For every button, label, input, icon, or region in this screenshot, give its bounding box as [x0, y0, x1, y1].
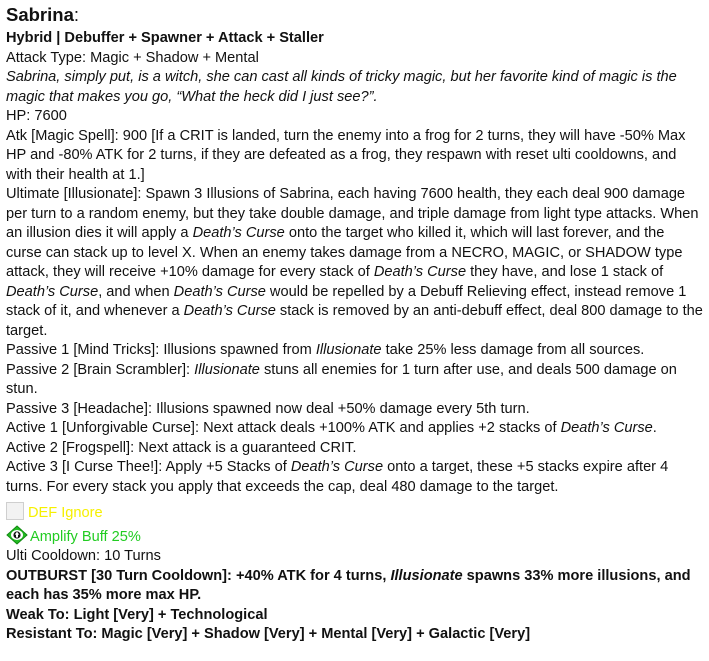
character-name-line [6, 3, 703, 27]
atk-stat: Atk [Magic Spell]: 900 [If a CRIT is landed, turn the enemy into a frog for 2 turns, they will have -50% Max HP and -80% ATK for 2 turns, if they are defeated as a frog, they respawn with reset ulti cooldowns, and with their health at 1.] [6, 127, 686, 183]
outburst-text: OUTBURST [30 Turn Cooldown]: +40% ATK for 4 turns, [6, 567, 391, 584]
ult-text-3: they have, and lose 1 stack of [466, 264, 664, 280]
curse-name: Death’s Curse [183, 303, 276, 319]
def-ignore-label: DEF Ignore [28, 504, 103, 521]
hp-stat: HP: 7600 [6, 108, 67, 124]
attack-type: Attack Type: Magic + Shadow + Mental [6, 49, 259, 66]
active-3-text: onto a target, these +5 stacks expire after 4 turns. For every stack you apply that exceeds the cap, deal 480 damage to the target. [6, 459, 669, 495]
active-3-text: Active 3 [I Curse Thee!]: Apply +5 Stacks of [6, 459, 291, 475]
passive-2-text: Passive 2 [Brain Scrambler]: [6, 361, 195, 378]
ult-text-4: , and when [98, 283, 174, 300]
amplify-buff-label: Amplify Buff 25% [30, 528, 141, 545]
active-1-text: Active 1 [Unforgivable Curse]: Next attack deals +100% ATK and applies +2 stacks of [6, 420, 561, 436]
curse-name: Death’s Curse [192, 225, 285, 241]
curse-name: Death’s Curse [290, 459, 384, 475]
passive-1-text: Passive 1 [Mind Tricks]: Illusions spawned from [6, 342, 316, 358]
ult-text-1: Ultimate [Illusionate]: Spawn 3 Illusions of Sabrina, each having 7600 health, they each deal 900 damage per turn to a random enemy, but they take double damage, and triple damage from light type attacks. When an illusion dies it will apply a [6, 186, 699, 241]
ulti-cooldown: Ulti Cooldown: 10 Turns [6, 548, 161, 564]
amplify-buff-badge [6, 523, 703, 547]
ult-text-2: onto the target who killed it, which will last forever, and the curse can stack up to level X. When an enemy takes damage from a NECRO, MAGIC, or SHADOW type attack, they will receive +10% damage for every stack of [6, 225, 683, 280]
outburst [6, 567, 703, 606]
ability-name: Illusionate [315, 342, 382, 358]
curse-name: Death’s Curse [373, 264, 467, 280]
active-2: Active 2 [Frogspell]: Next attack is a guaranteed CRIT. [6, 439, 357, 456]
curse-name: Death’s Curse [173, 283, 266, 300]
character-name: Sabrina [6, 4, 74, 25]
weak-to: Weak To: Light [Very] + Technological [6, 606, 268, 623]
ultimate-ability [6, 185, 703, 341]
def-ignore-badge [6, 497, 703, 523]
class-line: Hybrid | Debuffer + Spawner + Attack + Staller [6, 30, 324, 46]
ability-name: Illusionate [194, 361, 260, 378]
active-1-text: . [652, 420, 657, 436]
passive-2-text: stuns all enemies for 1 turn after use, and deals 500 damage on stun. [6, 361, 677, 397]
ult-text-5: would be repelled by a Debuff Relieving effect, instead remove 1 stack of it, and whenever a [6, 283, 687, 319]
curse-name: Death’s Curse [6, 283, 99, 300]
passive-3: Passive 3 [Headache]: Illusions spawned now deal +50% damage every 5th turn. [6, 400, 530, 417]
amplify-buff-icon [6, 525, 28, 545]
active-3 [6, 458, 703, 497]
resistant-to: Resistant To: Magic [Very] + Shadow [Very] + Mental [Very] + Galactic [Very] [6, 626, 531, 642]
curse-name: Death’s Curse [560, 420, 653, 436]
description: Sabrina, simply put, is a witch, she can cast all kinds of tricky magic, but her favorite kind of magic is the magic that makes you go, “What the heck did I just see?”. [6, 69, 677, 105]
ult-text-6: stack is removed by an anti-debuff effect, deal 800 damage to the target. [6, 303, 703, 339]
passive-2 [6, 361, 703, 400]
outburst-text: spawns 33% more illusions, and each has 35% more max HP. [6, 567, 691, 603]
blank-image-icon [6, 502, 24, 520]
name-colon: : [73, 4, 79, 25]
active-1 [6, 419, 703, 439]
passive-1 [6, 341, 703, 361]
ability-name: Illusionate [390, 567, 463, 584]
passive-1-text: take 25% less damage from all sources. [381, 342, 645, 358]
